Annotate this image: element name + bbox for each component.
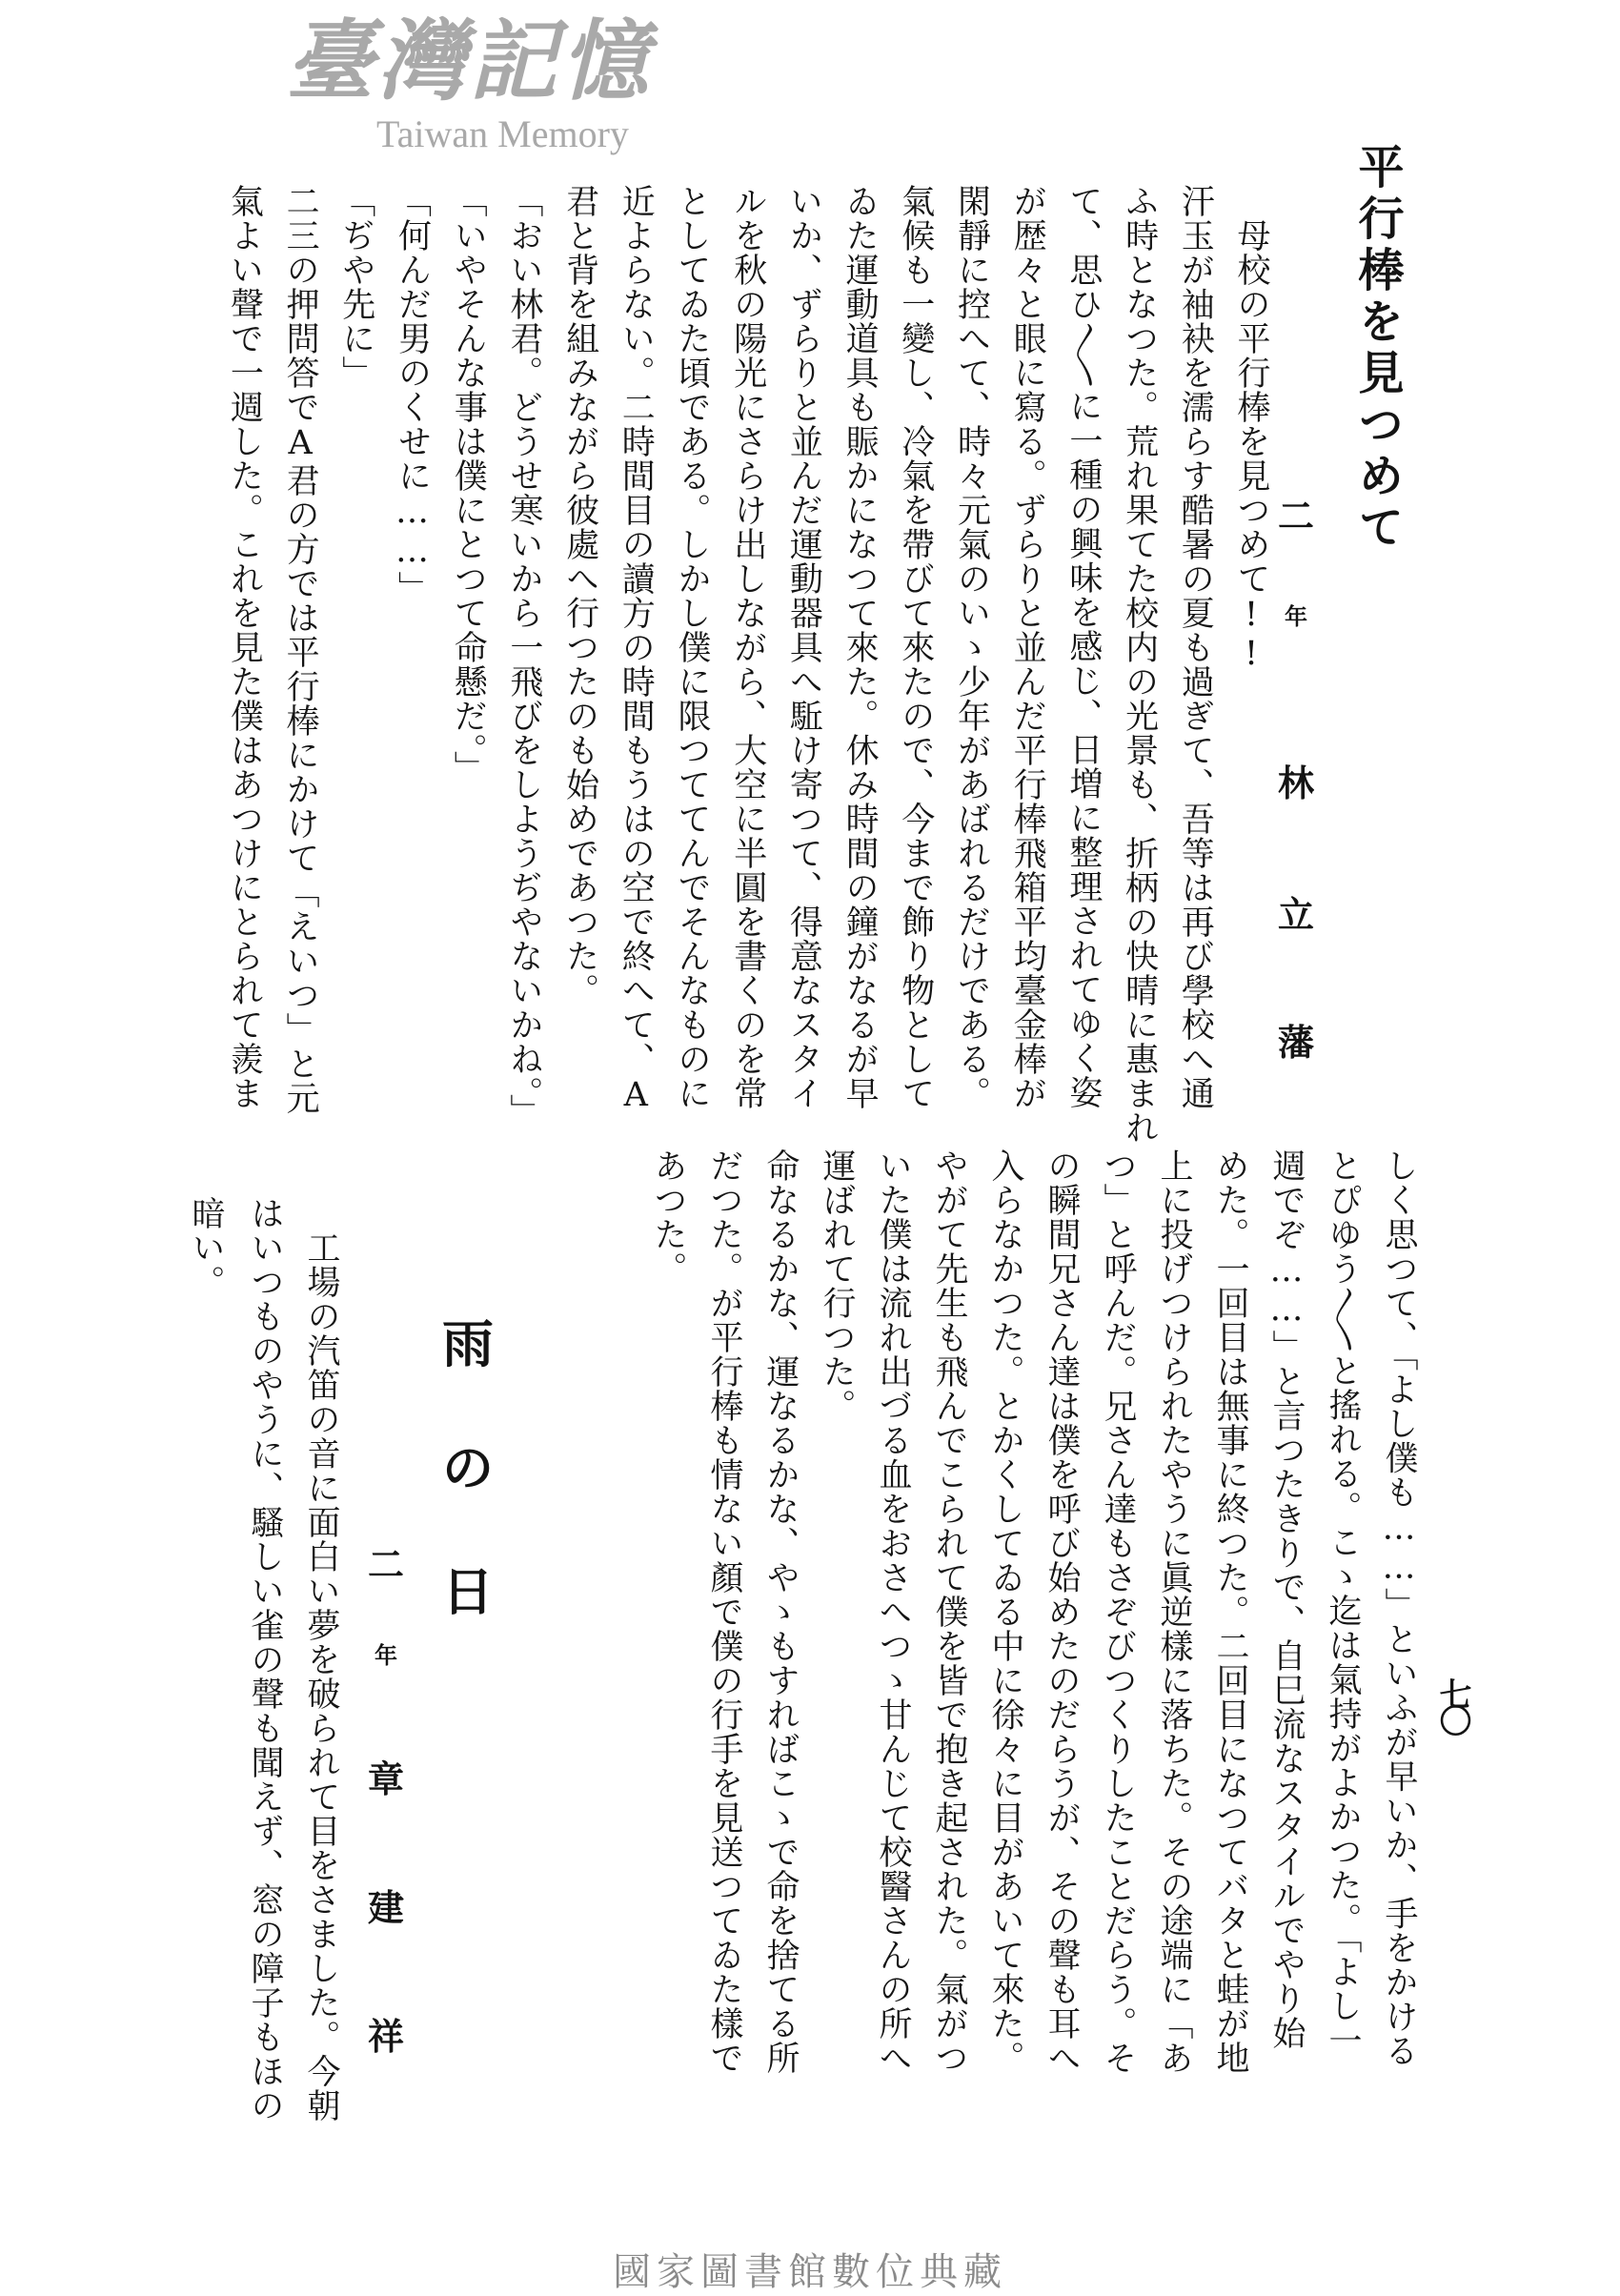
text-column: やがて先生も飛んでこられて僕を皆で抱き起された。氣がつ: [930, 1148, 968, 2075]
text-column: 「何んだ男のくせに……」: [393, 184, 432, 605]
text-column: だつた。が平行棒も情ない顏で僕の行手を見送つてゐた樣で: [705, 1148, 743, 2075]
author-grade-label: 年: [375, 1641, 397, 1669]
text-column: が歴々と眼に寫る。ずらりと並んだ平行棒飛箱平均臺金棒が: [1008, 184, 1047, 1110]
author-name-char: 立: [1277, 893, 1314, 936]
text-column: いた僕は流れ出づる血をおさへつゝ甘んじて校醫さんの所へ: [874, 1148, 912, 2075]
article-subtitle-line: 母校の平行棒を見つめて!!: [1232, 218, 1270, 674]
text-column: 上に投げつけられたやうに眞逆樣に落ちた。その途端に「あ: [1155, 1148, 1193, 2075]
page-number: 七〇: [1433, 1677, 1471, 1731]
text-column: つ」と呼んだ。兄さん達もさぞびつくりしたことだらう。そ: [1099, 1148, 1137, 2075]
text-column: 氣候も一變し、冷氣を帶びて來たので、今まで飾り物として: [896, 184, 935, 1110]
text-column: あつた。: [649, 1148, 687, 1286]
text-column: 週でぞ……」と言つたきりで、自巳流なスタイルでやり始: [1267, 1148, 1306, 2050]
watermark-main-text: 臺灣記憶: [286, 10, 653, 112]
author-name-char: 林: [1277, 762, 1314, 804]
footer-archive-label: 國家圖書館數位典藏: [613, 2250, 1007, 2294]
text-column: 氣よい聲で一週した。これを見た僕はあつけにとられて羨ま: [225, 184, 264, 1110]
text-column: めた。一回目は無事に終つた。二回目になつてバタと蛙が地: [1211, 1148, 1249, 2075]
text-column: ふ時となつた。荒れ果てた校内の光景も、折柄の快晴に惠まれ: [1120, 184, 1159, 1145]
title-char: の: [442, 1437, 494, 1498]
text-column: ゐた運動道具も賑かになつて來た。休み時間の鐘がなるが早: [840, 184, 880, 1110]
text-column: て、思ひ〳〵に一種の興味を感じ、日増に整理されてゆく姿: [1063, 184, 1103, 1109]
text-column: いか、ずらりと並んだ運動器具へ駈け寄つて、得意なスタイ: [784, 184, 823, 1110]
text-column: 汗玉が袖袂を濡らす酷暑の夏も過ぎて、吾等は再び學校へ通: [1176, 184, 1215, 1110]
text-column: の瞬間兄さん達は僕を呼び始めたのだらうが、その聲も耳へ: [1043, 1148, 1081, 2075]
article-1-title: 平行棒を見つめて: [1350, 143, 1404, 555]
text-column: 閑靜に控へて、時々元氣のいゝ少年があばれるだけである。: [952, 184, 991, 1110]
author-grade-label: 年: [1285, 602, 1307, 630]
author-grade-number: 二: [367, 1543, 404, 1586]
text-column: ルを秋の陽光にさらけ出しながら、大空に半圓を書くのを常: [728, 184, 767, 1110]
text-column: とぴゆう〳〵と搖れる。こゝ迄は氣持がよかつた。「よし一: [1324, 1148, 1362, 2058]
author-grade-number: 二: [1277, 495, 1314, 538]
watermark-sub-text: Taiwan Memory: [376, 112, 629, 155]
author-name-char: 祥: [367, 2015, 404, 2058]
text-column: しく思つて、「よし僕も……」といふが早いか、手をかける: [1380, 1148, 1418, 2068]
author-name-char: 建: [367, 1886, 404, 1929]
text-column: 「ぢや先に」: [336, 184, 375, 390]
text-column: 入らなかつた。とかくしてゐる中に徐々に目があいて來た。: [986, 1148, 1024, 2075]
text-column: 暗い。: [187, 1196, 225, 1299]
text-column: 二三の押問答でA君の方では平行棒にかけて「えいつ」と元: [281, 184, 320, 1115]
title-char: 雨: [442, 1313, 494, 1374]
text-column: としてゐた頃である。しかし僕に限つててんでそんなものに: [673, 184, 711, 1110]
text-column: 君と背を組みながら彼處へ行つたのも始めであつた。: [560, 184, 599, 1007]
text-column: 「おい林君。どうせ寒いから一飛びをしようぢやないかね。」: [504, 184, 543, 1128]
text-column: 運ばれて行つた。: [818, 1148, 856, 1423]
author-name-char: 藩: [1277, 1021, 1314, 1064]
text-column: 命なるかな、運なるかな、やゝもすればこゝで命を捨てる所: [761, 1148, 800, 2075]
text-column: 近よらない。二時間目の讀方の時間もうはの空で終へて、A: [617, 184, 656, 1115]
title-char: 日: [442, 1561, 494, 1622]
text-column: 「いやそんな事は僕にとつて命懸だ。」: [449, 184, 488, 785]
watermark-logo: [286, 10, 705, 156]
text-column: 工場の汽笛の音に面白い夢を破られて目をさました。今朝: [302, 1230, 340, 2123]
author-name-char: 章: [367, 1758, 404, 1800]
text-column: はいつものやうに、騷しい雀の聲も聞えず、窓の障子もほの: [246, 1196, 284, 2123]
